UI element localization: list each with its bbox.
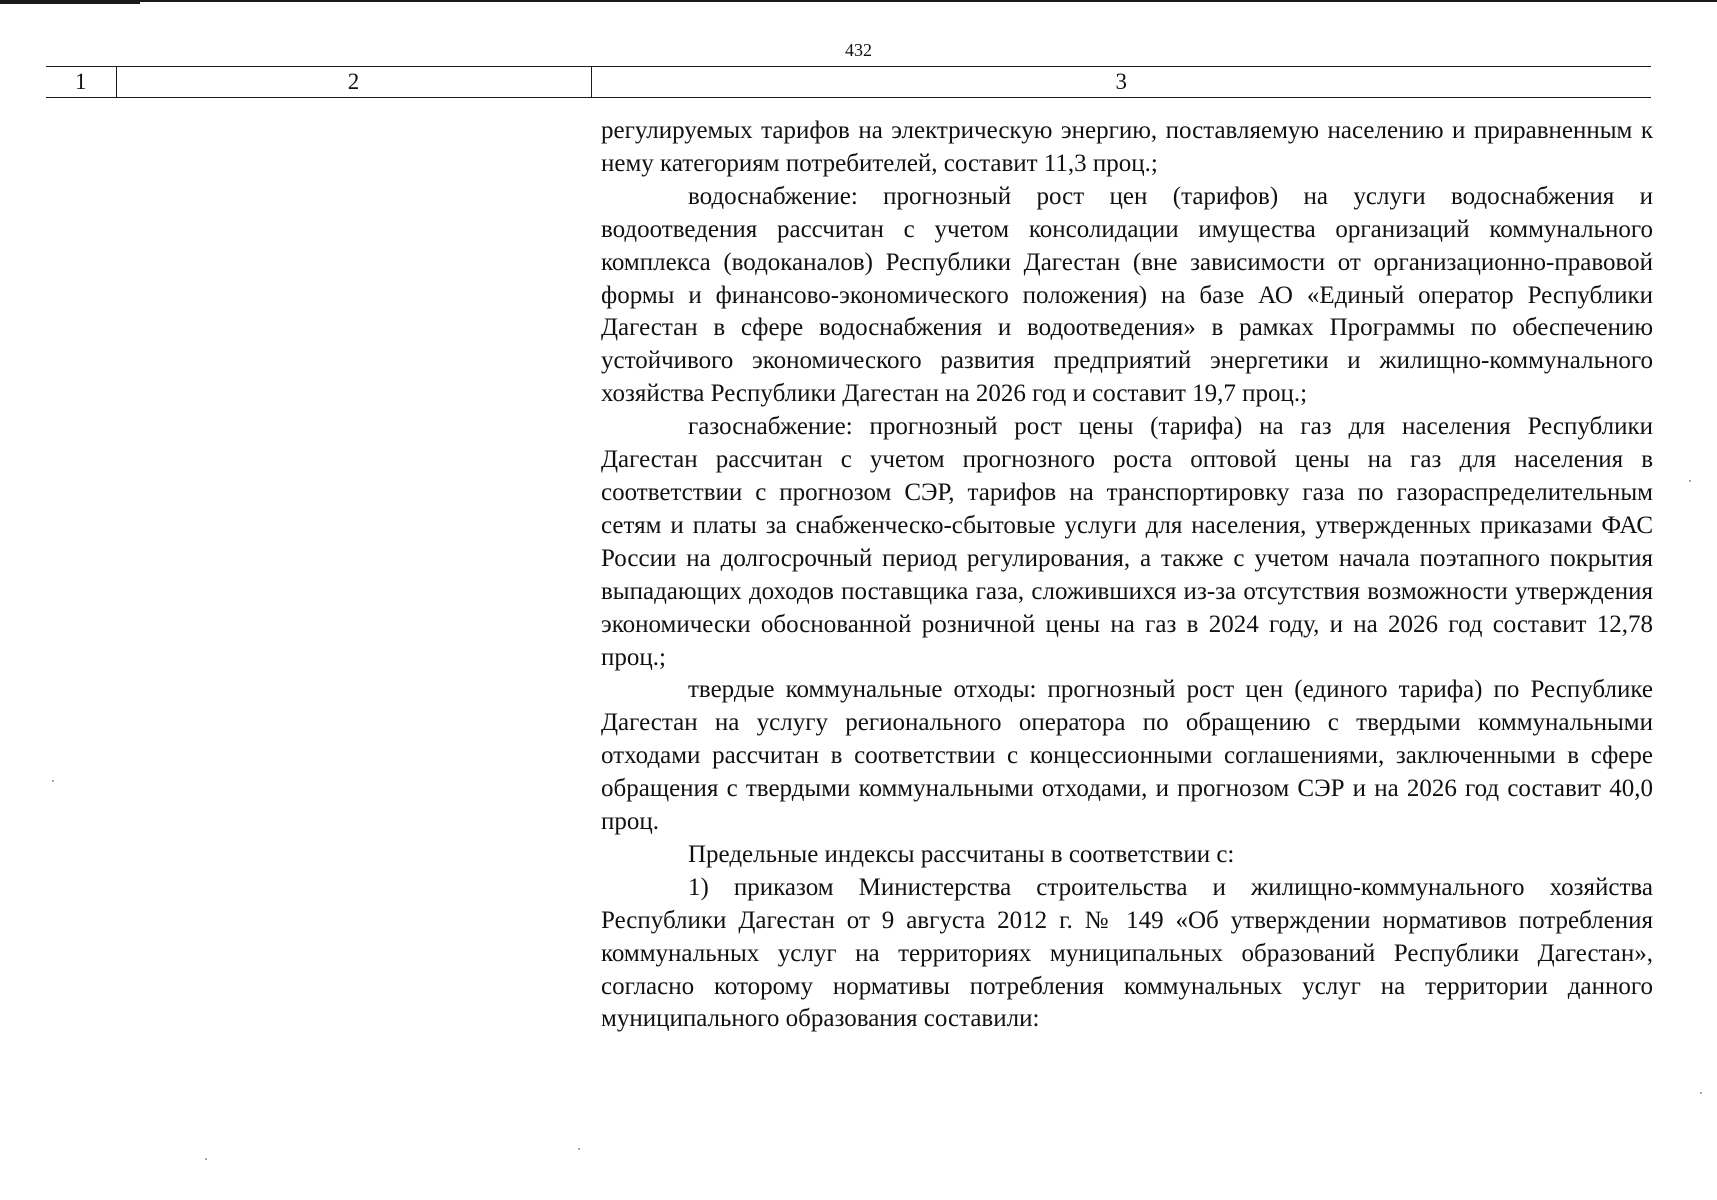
scan-speck bbox=[1700, 1092, 1702, 1094]
column-header-table bbox=[46, 66, 1651, 98]
scan-edge-line bbox=[0, 0, 1717, 2]
scan-edge-mark bbox=[0, 2, 140, 4]
scan-speck bbox=[1689, 480, 1691, 482]
paragraph-ministry-order: 1) приказом Министерства строительства и жилищно-коммунального хозяйства Республики Дагестан от 9 августа 2012 г. № 149 «Об утверждении нормативов потребления коммунальных услуг на территориях муниципальных образований Республики Дагестан», согласно которому нормативы потребления коммунальных услуг на территории данного муниципального образования составили: bbox=[601, 873, 1653, 1033]
column-3-body-text bbox=[601, 115, 1653, 1036]
column-number-3: 3 bbox=[591, 67, 1651, 98]
column-number-1: 1 bbox=[46, 67, 116, 98]
scan-speck bbox=[578, 1148, 580, 1150]
column-header-row bbox=[46, 67, 1651, 98]
paragraph-water-supply: водоснабжение: прогнозный рост цен (тарифов) на услуги водоснабжения и водоотведения рассчитан с учетом консолидации имущества организаций коммунального комплекса (водоканалов) Республики Дагестан (вне зависимости от организационно-правовой формы и финансово-экономического положения) на базе АО «Единый оператор Республики Дагестан в сфере водоснабжения и водоотведения» в рамках Программы по обеспечению устойчивого экономического развития предприятий энергетики и жилищно-коммунального хозяйства Республики Дагестан на 2026 год и составит 19,7 проц.; bbox=[601, 182, 1653, 408]
page-number: 432 bbox=[845, 40, 872, 60]
column-number-2: 2 bbox=[116, 67, 591, 98]
paragraph-electricity-tariff: регулируемых тарифов на электрическую энергию, поставляемую населению и приравненным к нему категориям потребителей, составит 11,3 проц.; bbox=[601, 117, 1653, 177]
paragraph-solid-waste: твердые коммунальные отходы: прогнозный рост цен (единого тарифа) по Республике Дагестан на услугу регионального оператора по обращению с твердыми коммунальными отходами рассчитан в соответствии с концессионными соглашениями, заключенными в сфере обращения с твердыми коммунальными отходами, и прогнозом СЭР и на 2026 год составит 40,0 проц. bbox=[601, 676, 1653, 836]
scan-speck bbox=[205, 1158, 207, 1160]
paragraph-indices-intro: Предельные индексы рассчитаны в соответствии с: bbox=[688, 840, 1235, 868]
scan-speck bbox=[52, 780, 54, 782]
paragraph-gas-supply: газоснабжение: прогнозный рост цены (тарифа) на газ для населения Республики Дагестан рассчитан с учетом прогнозного роста оптовой цены на газ для населения в соответствии с прогнозом СЭР, тарифов на транспортировку газа по газораспределительным сетям и платы за снабженческо-сбытовые услуги для населения, утвержденных приказами ФАС России на долгосрочный период регулирования, а также с учетом начала поэтапного покрытия выпадающих доходов поставщика газа, сложившихся из-за отсутствия возможности утверждения экономически обоснованной розничной цены на газ в 2024 году, и на 2026 год составит 12,78 проц.; bbox=[601, 413, 1653, 671]
